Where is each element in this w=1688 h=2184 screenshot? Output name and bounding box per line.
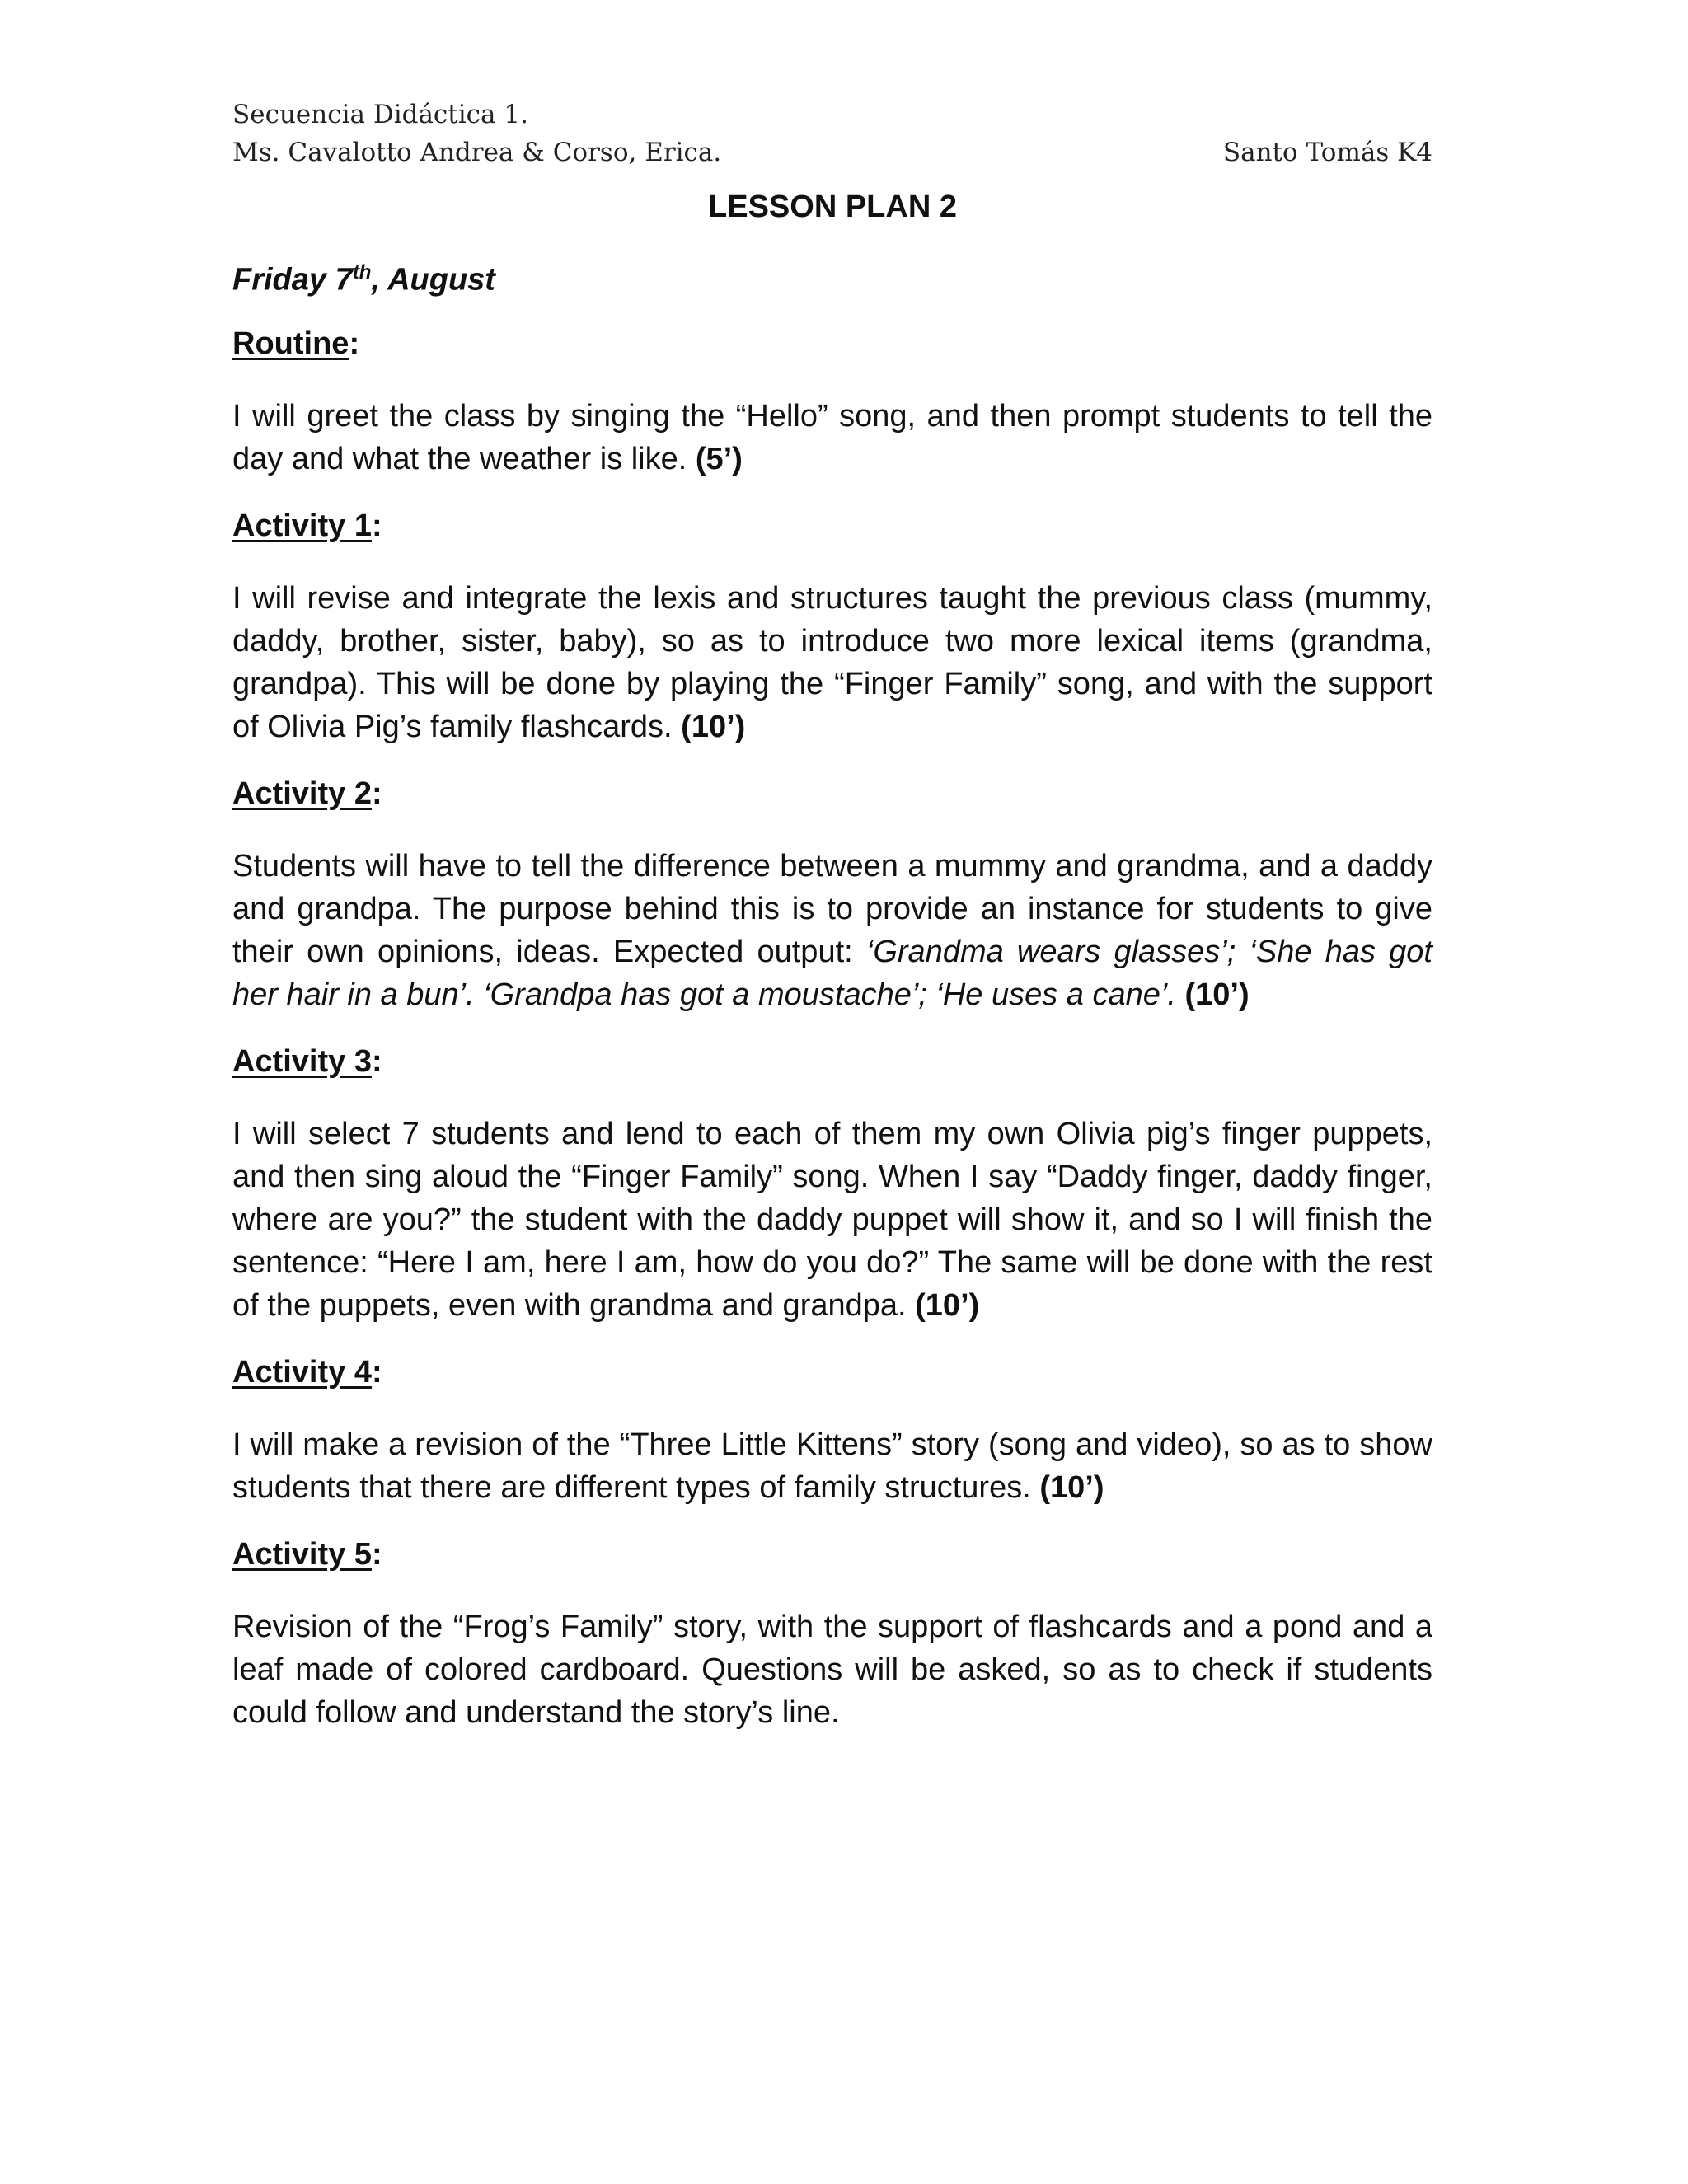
activity3-heading: Activity 3: bbox=[232, 1043, 382, 1079]
activity1-text: I will revise and integrate the lexis and structures taught the previous class (mummy, daddy, brother, sister, baby), so as to introduce two more lexical items (grandma, grandpa). This will be done by playing the “Finger Family” song, and with the support of Olivia Pig’s family flashcards. (10’) bbox=[232, 580, 1432, 744]
activity3-text: I will select 7 students and lend to each of them my own Olivia pig’s finger puppets, and then sing aloud the “Finger Family” song. When I say “Daddy finger, daddy finger, where are you?” the student with the daddy puppet will show it, and so I will finish the sentence: “Here I am, here I am, how do you do?” The same will be done with the rest of the puppets, even with grandma and grandpa. (10’) bbox=[232, 1116, 1432, 1323]
header-row bbox=[232, 134, 1432, 171]
lesson-date bbox=[232, 261, 1432, 298]
activity4-text: I will make a revision of the “Three Little Kittens” story (song and video), so as to show students that there are different types of family structures. (10’) bbox=[232, 1427, 1432, 1505]
activity1-time: (10’) bbox=[681, 709, 746, 744]
routine-time: (5’) bbox=[695, 441, 743, 476]
document-page bbox=[232, 96, 1432, 1734]
activity2-example: ‘Grandma wears glasses’; ‘She has got her hair in a bun’. ‘Grandpa has got a moustache’; ‘He uses a cane’. bbox=[232, 934, 1432, 1012]
date-month: , August bbox=[371, 262, 495, 298]
page-title: LESSON PLAN 2 bbox=[708, 190, 957, 224]
activity3-time: (10’) bbox=[915, 1287, 980, 1323]
activity2-heading: Activity 2: bbox=[232, 776, 382, 811]
header-authors: Ms. Cavalotto Andrea & Corso, Erica. bbox=[232, 138, 722, 167]
activity2-time: (10’) bbox=[1184, 977, 1250, 1012]
activity4-time: (10’) bbox=[1039, 1469, 1104, 1505]
header-school: Santo Tomás K4 bbox=[1222, 138, 1432, 167]
date-day: Friday 7 bbox=[232, 262, 353, 298]
activity2-text: Students will have to tell the difference between a mummy and grandma, and a daddy and grandpa. The purpose behind this is to provide an instance for students to give their own opinions, ideas. Expected output: ‘Grandma wears glasses’; ‘She has got her hair in a bun’. ‘Grandpa has got a moustache’; ‘He uses a cane’. (10’) bbox=[232, 848, 1432, 1012]
routine-text: I will greet the class by singing the “Hello” song, and then prompt students to tell the day and what the weather is like. (5’) bbox=[232, 398, 1432, 476]
activity1-heading: Activity 1: bbox=[232, 508, 382, 543]
activity5-text: Revision of the “Frog’s Family” story, with the support of flashcards and a pond and a leaf made of colored cardboard. Questions will be asked, so as to check if students could follow and understand the story’s line. bbox=[232, 1609, 1432, 1730]
page-header bbox=[232, 96, 1432, 171]
routine-heading: Routine: bbox=[232, 326, 360, 361]
activity5-heading: Activity 5: bbox=[232, 1536, 382, 1572]
date-suffix: th bbox=[352, 261, 372, 284]
activity4-heading: Activity 4: bbox=[232, 1354, 382, 1390]
header-sequence: Secuencia Didáctica 1. bbox=[232, 100, 528, 129]
